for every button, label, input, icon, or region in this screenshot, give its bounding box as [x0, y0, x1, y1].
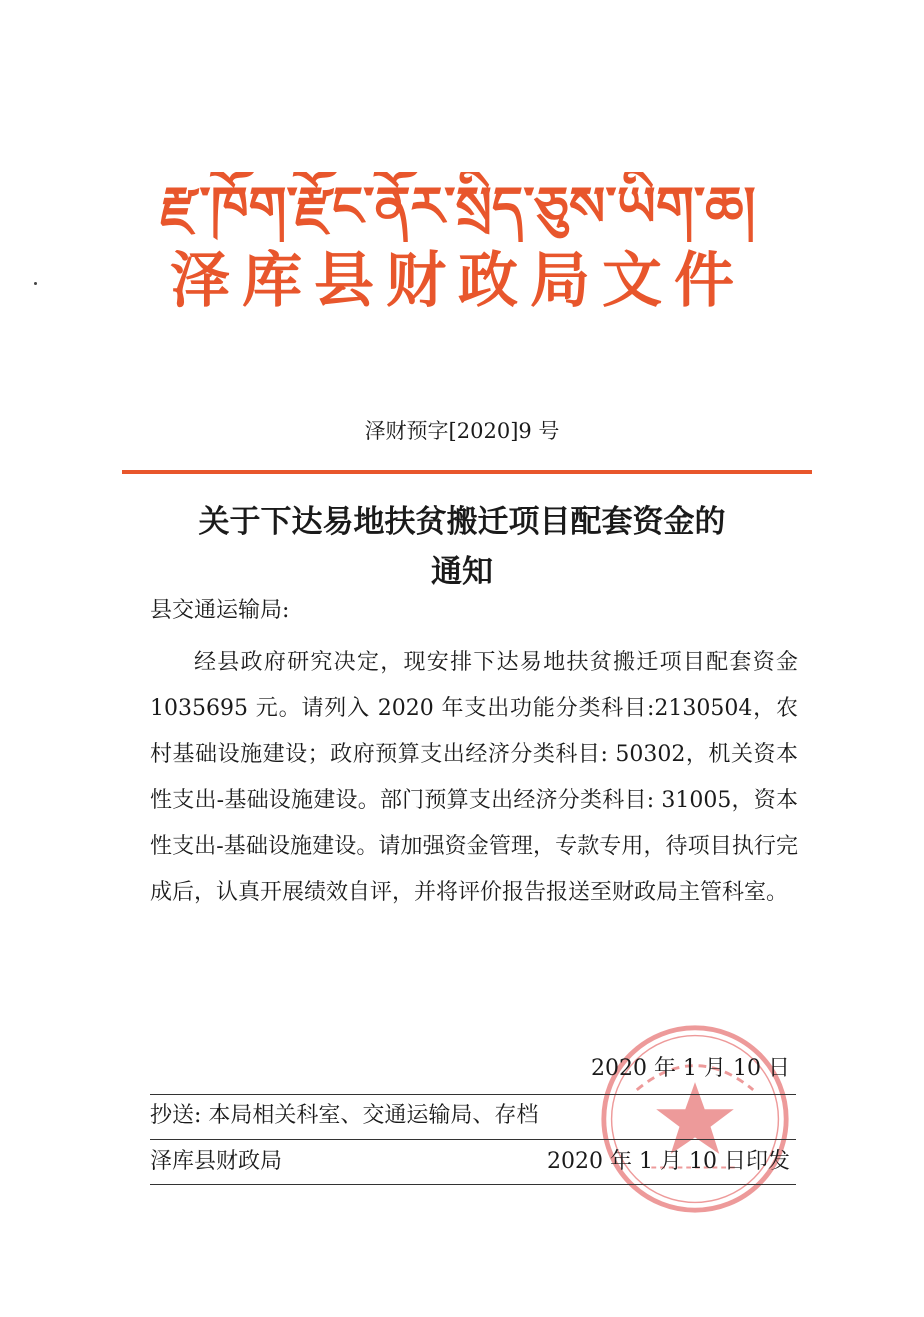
notice-title-line-2: 通知	[431, 554, 493, 590]
notice-title-line-1: 关于下达易地扶贫搬迁项目配套资金的	[198, 504, 726, 540]
red-separator-line	[122, 470, 812, 474]
issuing-office: 泽库县财政局	[150, 1149, 283, 1174]
notice-title	[130, 497, 794, 597]
footer-rule-top	[150, 1094, 796, 1095]
scan-speck	[34, 282, 37, 285]
signing-date: 2020 年 1 月 10 日	[591, 1056, 790, 1081]
addressee: 县交通运输局:	[150, 598, 290, 623]
footer-rule-middle	[150, 1139, 796, 1140]
document-number: 泽财预字[2020]9 号	[364, 419, 560, 443]
notice-body: 经县政府研究决定，现安排下达易地扶贫搬迁项目配套资金 1035695 元。请列入 2020 年支出功能分类科目:2130504，农村基础设施建设；政府预算支出经济分类科目: 50302，机关资本性支出-基础设施建设。部门预算支出经济分类科目: 31005，资本性支出-基础设施建设。请加强资金管理，专款专用，待项目执行完成后，认真开展绩效自评，并将评价报告报送至财政局主管科室。	[150, 650, 798, 905]
issue-date: 2020 年 1 月 10 日印发	[547, 1149, 790, 1174]
cc-recipients: 抄送: 本局相关科室、交通运输局、存档	[150, 1103, 539, 1128]
header-tibetan-title: རྫ་ཁོག་རྫོང་ནོར་སྲིད་ཅུས་ཡིག་ཆ།	[160, 175, 756, 238]
footer-rule-bottom	[150, 1184, 796, 1185]
header-chinese-title: 泽库县财政局文件	[170, 246, 746, 316]
